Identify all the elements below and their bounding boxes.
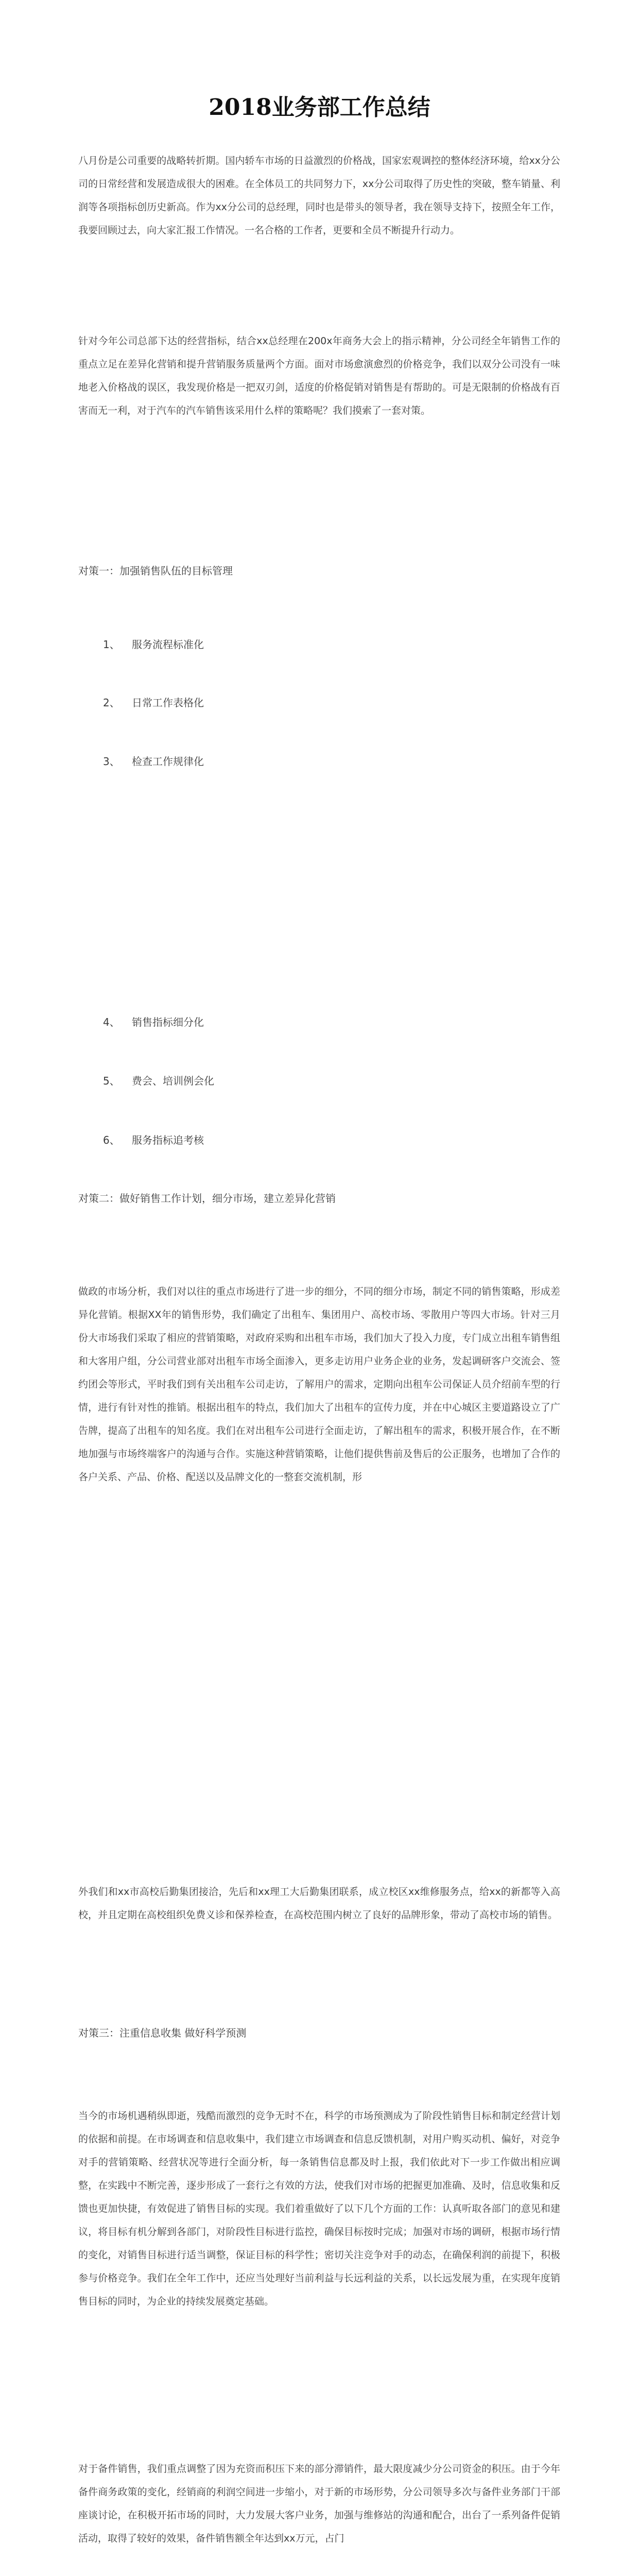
section-heading: 对策二：做好销售工作计划，细分市场，建立差异化营销 bbox=[78, 1192, 336, 1205]
list-item bbox=[103, 1132, 204, 1147]
paragraph: 八月份是公司重要的战略转折期。国内轿车市场的日益激烈的价格战，国家宏观调控的整体经济环境，给xx分公司的日常经营和发展造成很大的困难。在全体员工的共同努力下，xx分公司取得了历史性的突破，整车销量、利润等各项指标创历史新高。作为xx分公司的总经理，同时也是带头的领导者，我在领导支持下，按照全年工作，我要回顾过去，向大家汇报工作情况。一名合格的工作者，更要和全员不断提升行动力。 bbox=[78, 155, 560, 236]
paragraph: 做政的市场分析，我们对以往的重点市场进行了进一步的细分，不同的细分市场，制定不同的销售策略，形成差异化营销。根据XX年的销售形势，我们确定了出租车、集团用户、高校市场、零散用户等四大市场。针对三月份大市场我们采取了相应的营销策略，对政府采购和出租车市场，我们加大了投入力度，专门成立出租车销售组和大客用户组，分公司营业部对出租车市场全面渗入，更多走访用户业务企业的业务，发起调研客户交流会、签约团会等形式，平时我们到有关出租车公司走访，了解用户的需求，定期向出租车公司保证人员介绍前车型的行情，进行有针对性的推销。根据出租车的特点，我们加大了出租车的宣传力度，并在中心城区主要道路设立了广告牌，提高了出租车的知名度。我们在对出租车公司进行全面走访，了解出租车的需求，积极开展合作，在不断地加强与市场终端客户的沟通与合作。实施这种营销策略，让他们提供售前及售后的公正服务，也增加了合作的各户关系、产品、价格、配送以及品牌文化的一整套交流机制，形 bbox=[78, 1286, 560, 1483]
list-number: 4、 bbox=[103, 1016, 120, 1028]
list-text: 服务指标追考核 bbox=[132, 1134, 204, 1146]
paragraph: 外我们和xx市高校后勤集团接洽，先后和xx理工大后勤集团联系，成立校区xx维修服务点，给xx的新都等入高校，并且定期在高校组织免费义诊和保养检查，在高校范围内树立了良好的品牌形象，带动了高校市场的销售。 bbox=[78, 1886, 560, 1921]
list-number: 3、 bbox=[103, 755, 120, 768]
list-text: 日常工作表格化 bbox=[132, 697, 204, 709]
list-text: 费会、培训例会化 bbox=[132, 1075, 214, 1087]
list-number: 2、 bbox=[103, 697, 120, 709]
list-number: 5、 bbox=[103, 1075, 120, 1087]
document-title: 2018业务部工作总结 bbox=[209, 94, 430, 121]
section-heading: 对策一：加强销售队伍的目标管理 bbox=[78, 565, 233, 577]
list-item bbox=[103, 1014, 204, 1029]
list-number: 6、 bbox=[103, 1134, 120, 1146]
list-item bbox=[103, 694, 204, 709]
list-text: 检查工作规律化 bbox=[132, 755, 204, 768]
list-item bbox=[103, 636, 204, 651]
list-item bbox=[103, 1073, 214, 1088]
paragraph: 针对今年公司总部下达的经营指标，结合xx总经理在200x年商务大会上的指示精神，分公司经全年销售工作的重点立足在差异化营销和提升营销服务质量两个方面。面对市场愈演愈烈的价格竞争，我们以双分公司没有一味地老入价格战的误区，我发现价格是一把双刃剑，适度的价格促销对销售是有帮助的。可是无限制的价格战有百害而无一利，对于汽车的汽车销售该采用什么样的策略呢？我们摸索了一套对策。 bbox=[78, 335, 560, 416]
list-text: 销售指标细分化 bbox=[132, 1016, 204, 1028]
section-heading: 对策三：注重信息收集 做好科学预测 bbox=[78, 2027, 247, 2039]
paragraph: 当今的市场机遇稍纵即逝，残酷而激烈的竞争无时不在，科学的市场预测成为了阶段性销售目标和制定经营计划的依据和前提。在市场调查和信息收集中，我们建立市场调查和信息反馈机制，对用户购买动机、偏好，对竞争对手的营销策略、经营状况等进行全面分析，每一条销售信息都及时上报，我们依此对下一步工作做出相应调整，在实践中不断完善，逐步形成了一套行之有效的方法，使我们对市场的把握更加准确、及时，信息收集和反馈也更加快捷，有效促进了销售目标的实现。我们着重做好了以下几个方面的工作：认真听取各部门的意见和建议，将目标有机分解到各部门，对阶段性目标进行监控，确保目标按时完成；加强对市场的调研，根据市场行情的变化，对销售目标进行适当调整，保证目标的科学性；密切关注竞争对手的动态，在确保利润的前提下，积极参与价格竞争。我们在全年工作中，还应当处理好当前利益与长远利益的关系，以长远发展为重，在实现年度销售目标的同时，为企业的持续发展奠定基础。 bbox=[78, 2110, 560, 2307]
list-number: 1、 bbox=[103, 638, 120, 651]
list-text: 服务流程标准化 bbox=[132, 638, 204, 651]
paragraph: 对于备件销售，我们重点调整了因为充资而积压下来的部分滞销件，最大限度减少分公司资金的积压。由于今年备件商务政策的变化，经销商的利润空间进一步缩小，对于新的市场形势，分公司领导多次与备件业务部门干部座谈讨论，在积极开拓市场的同时，大力发展大客户业务，加强与维修站的沟通和配合，出台了一系列备件促销活动，取得了较好的效果，备件销售额全年达到xx万元，占门 bbox=[78, 2463, 560, 2544]
list-item bbox=[103, 753, 204, 768]
